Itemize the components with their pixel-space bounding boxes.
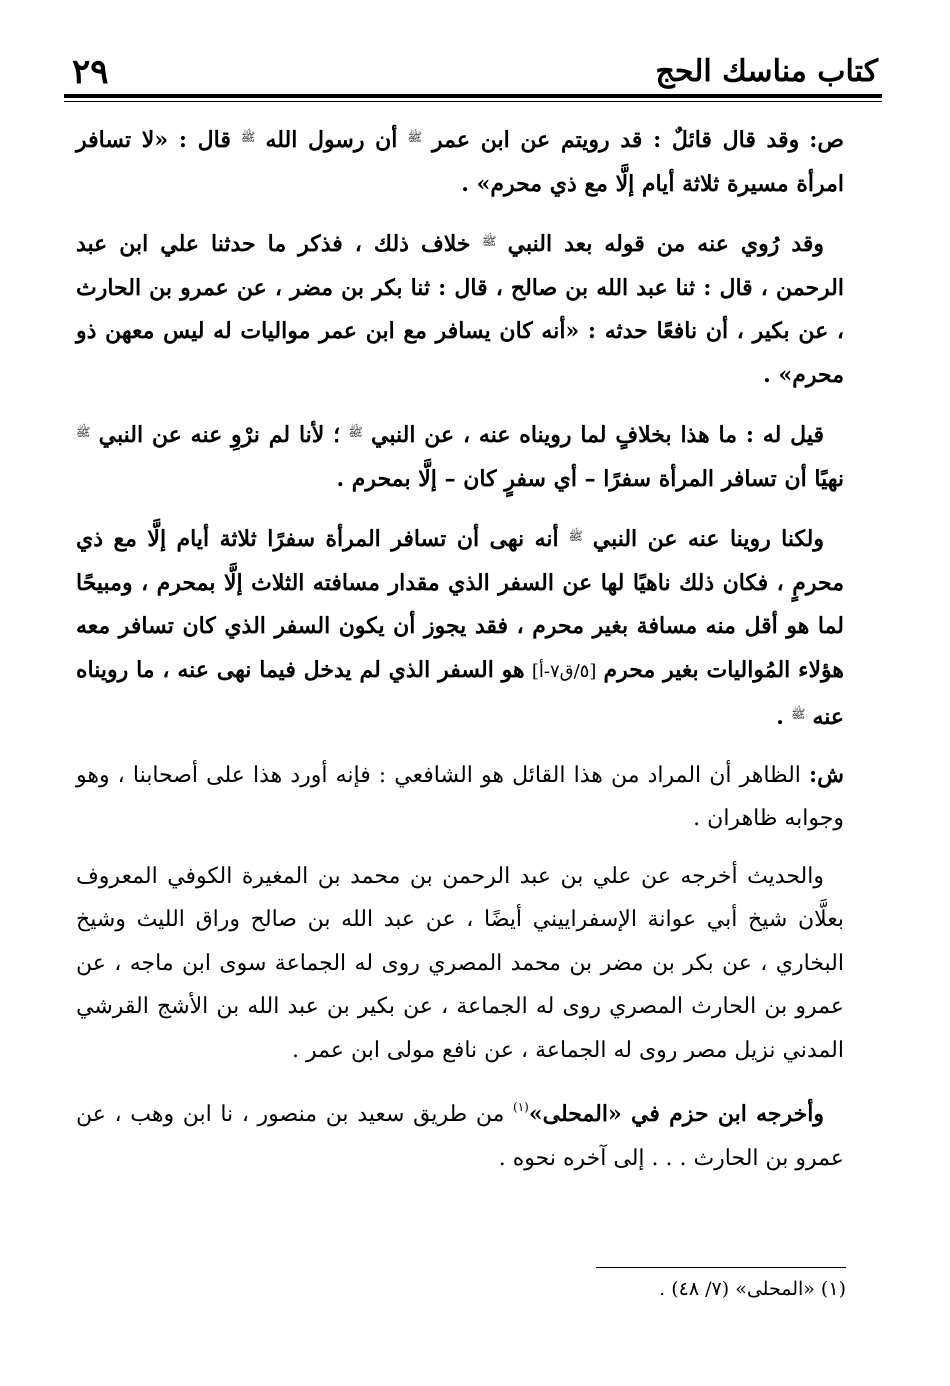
honorific-glyph: ﷺ: [348, 425, 363, 439]
paragraph-4: [76, 515, 844, 740]
text-segment: الظاهر أن المراد من هذا القائل هو الشافعي : فإنه أورد هذا على أصحابنا ، وهو وجوابه ظاهران .: [76, 762, 844, 831]
paragraph-6: [76, 855, 844, 1073]
paragraph-7: [76, 1086, 844, 1180]
honorific-glyph: ﷺ: [76, 425, 91, 439]
page-header: [64, 48, 882, 98]
header-rule-thick: [64, 94, 882, 98]
text-segment: قيل له : ما هذا بخلافٍ لما رويناه عنه ، عن النبي: [371, 422, 824, 448]
text-segment: من طريق سعيد بن منصور ، نا ابن وهب ، عن عمرو بن الحارث . . . إلى آخره نحوه .: [76, 1102, 844, 1171]
speaker-marker: ص:: [809, 127, 844, 153]
footnote-marker: (١): [513, 1100, 529, 1114]
text-segment: .: [776, 704, 784, 730]
footnote-rule: [596, 1267, 846, 1268]
text-segment: ولكنا روينا عنه عن النبي: [592, 526, 824, 552]
book-title: كتاب مناسك الحج: [655, 54, 878, 89]
paragraph-3: [76, 411, 844, 501]
paragraph-2: [76, 220, 844, 397]
page-number: ٢٩: [72, 52, 109, 92]
text-segment: وأخرجه ابن حزم في «المحلى»: [528, 1101, 825, 1127]
paragraph-5: [76, 754, 844, 841]
text-segment: هو السفر الذي لم يدخل فيما نهى عنه ، ما رويناه عنه: [76, 656, 844, 730]
text-segment: نهيًا أن تسافر المرأة سفرًا – أي سفرٍ كان – إلَّا بمحرم .: [336, 465, 844, 492]
text-segment: قال : «لا تسافر امرأة مسيرة ثلاثة أيام إلَّا مع ذي محرم» .: [76, 127, 844, 197]
honorific-glyph: ﷺ: [240, 130, 256, 144]
text-segment: ؛ لأنا لم نرْوِ عنه عن النبي: [98, 422, 341, 448]
paragraph-1: [76, 116, 844, 206]
footnote: (١) «المحلى» (٧/ ٤٨) .: [659, 1278, 846, 1300]
honorific-glyph: ﷺ: [481, 234, 497, 248]
text-segment: وقد قال قائلٌ : قد رويتم عن ابن عمر: [432, 127, 800, 153]
text-segment: أنه نهى أن تسافر المرأة سفرًا ثلاثة أيام إلَّا مع ذي محرمٍ ، فكان ذلك ناهيًا لها عن السفر الذي مقدار مسافته الثلاث إلَّا بمحرم ، ومبيحًا لما هو أقل منه مسافة بغير محرم ، فقد يجوز أن يكون السفر الذي كان تسافر معه هؤلاء المُواليات بغير محرم: [76, 526, 844, 683]
honorific-glyph: ﷺ: [407, 130, 422, 144]
honorific-glyph: ﷺ: [790, 707, 806, 721]
commentary-marker: ش:: [809, 761, 844, 788]
honorific-glyph: ﷺ: [568, 529, 583, 543]
text-segment: وقد رُوي عنه من قوله بعد النبي: [507, 231, 825, 257]
header-rule-thin: [64, 101, 882, 102]
text-segment: خلاف ذلك ، فذكر ما حدثنا علي ابن عبد الرحمن ، قال : ثنا عبد الله بن صالح ، قال : ثنا بكر بن مضر ، عن عمرو بن الحارث ، عن بكير ، أن نافعًا حدثه : «أنه كان يسافر مع ابن عمر مواليات له ليس معهن ذو محرم» .: [76, 231, 844, 388]
main-text: [76, 116, 844, 1194]
text-segment: أن رسول الله: [265, 127, 398, 153]
manuscript-reference: [٥/ق٧-أ]: [531, 660, 597, 682]
text-segment: والحديث أخرجه عن علي بن عبد الرحمن بن محمد بن المغيرة الكوفي المعروف بعلَّان شيخ أبي عوانة الإسفراييني أيضًا ، عن عبد الله بن صالح وراق الليث وشيخ البخاري ، عن بكر بن مضر بن محمد المصري روى له الجماعة سوى ابن ماجه ، عن عمرو بن الحارث المصري روى له الجماعة ، عن بكير بن عبد الله بن الأشج القرشي المدني نزيل مصر روى له الجماعة ، عن نافع مولى ابن عمر .: [76, 863, 844, 1063]
